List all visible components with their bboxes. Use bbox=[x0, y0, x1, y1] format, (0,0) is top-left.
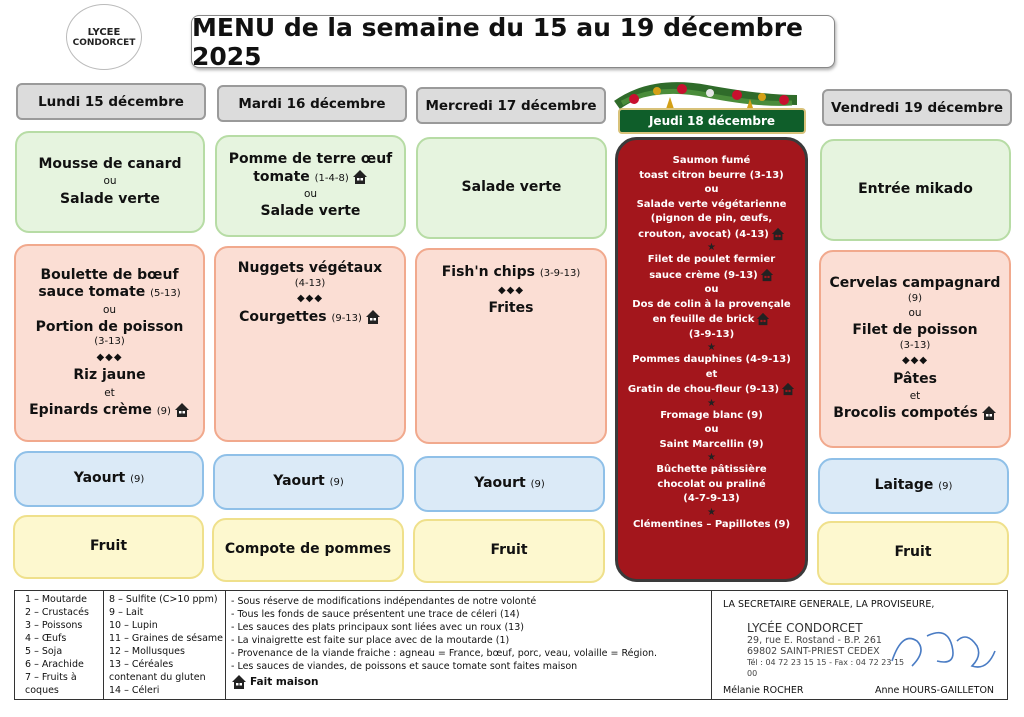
friday-main-b: Filet de poisson bbox=[852, 322, 978, 339]
allergen-item: 5 – Soja bbox=[25, 646, 63, 657]
friday-dairy: Laitage bbox=[874, 477, 934, 494]
friday-side-a: Pâtes bbox=[893, 370, 937, 387]
monday-main-card bbox=[14, 244, 205, 442]
allergen-item: 7 – Fruits à bbox=[25, 672, 77, 683]
monday-dairy: Yaourt bbox=[73, 470, 126, 487]
tuesday-main-card bbox=[214, 246, 406, 442]
wednesday-side: Frites bbox=[488, 300, 534, 316]
thursday-line-8: Dos de colin à la provençale bbox=[632, 298, 791, 310]
thursday-line-11: Pommes dauphines bbox=[632, 354, 743, 365]
tuesday-dairy-card bbox=[213, 454, 404, 510]
allergen-item: coques bbox=[25, 685, 59, 696]
wednesday-dessert-card bbox=[413, 519, 605, 583]
handwritten-signature bbox=[887, 621, 997, 676]
tuesday-starter-a-allergens: (1-4-8) bbox=[314, 172, 349, 184]
friday-starter: Entrée mikado bbox=[858, 181, 973, 198]
thursday-line-18-allergens: (9) bbox=[773, 518, 791, 530]
footer-divider bbox=[225, 591, 226, 699]
thursday-line-5: crouton, avocat) bbox=[638, 228, 732, 240]
footer-divider bbox=[103, 591, 104, 699]
thursday-or-3: ou bbox=[704, 424, 719, 435]
allergen-item: 6 – Arachide bbox=[25, 659, 84, 670]
wednesday-main-allergens: (3-9-13) bbox=[539, 268, 581, 279]
allergen-item: 8 – Sulfite (C>10 ppm) bbox=[109, 594, 218, 605]
allergen-item: 2 – Crustacés bbox=[25, 607, 89, 618]
note-item: - Sous réserve de modifications indépendantes de notre volonté bbox=[231, 596, 537, 607]
allergen-item: 11 – Graines de sésame bbox=[109, 633, 223, 644]
homemade-icon bbox=[174, 402, 190, 418]
star-separator-icon: ★ bbox=[707, 342, 716, 353]
wednesday-dairy: Yaourt bbox=[474, 475, 526, 492]
thursday-or-2: ou bbox=[704, 284, 719, 295]
monday-and-text: et bbox=[104, 386, 115, 399]
day-header-tuesday: Mardi 16 décembre bbox=[217, 85, 407, 122]
friday-dairy-allergens: (9) bbox=[938, 481, 953, 493]
thursday-line-16: chocolat ou praliné bbox=[657, 478, 766, 490]
friday-main-b-allergens: (3-13) bbox=[899, 339, 931, 351]
stamp-school-name: LYCÉE CONDORCET bbox=[747, 621, 863, 635]
monday-side-a: Riz jaune bbox=[73, 367, 146, 384]
thursday-line-4: (pignon de pin, œufs, bbox=[650, 213, 773, 224]
thursday-line-3: Salade verte végétarienne bbox=[636, 198, 787, 210]
note-item: - Les sauces de viandes, de poissons et sauce tomate sont faites maison bbox=[231, 661, 578, 672]
wednesday-starter: Salade verte bbox=[461, 179, 562, 196]
thursday-line-17: (4-7-9-13) bbox=[683, 493, 740, 504]
notes-list bbox=[231, 595, 711, 690]
tuesday-dessert-card bbox=[212, 518, 404, 582]
homemade-icon bbox=[771, 227, 785, 241]
allergen-list-2 bbox=[109, 593, 229, 697]
tuesday-or-text: ou bbox=[303, 188, 318, 201]
homemade-icon bbox=[760, 268, 774, 282]
monday-dairy-allergens: (9) bbox=[130, 474, 145, 486]
thursday-line-7-allergens: (9-13) bbox=[723, 269, 758, 281]
friday-main-a: Cervelas campagnard bbox=[829, 275, 1001, 292]
note-item: - Les sauces des plats principaux sont liées avec un roux (13) bbox=[231, 622, 524, 633]
monday-dairy-card bbox=[14, 451, 204, 507]
allergen-item: 4 – Œufs bbox=[25, 633, 67, 644]
school-logo bbox=[66, 4, 142, 70]
tuesday-starter-card bbox=[215, 135, 406, 237]
monday-or-text-2: ou bbox=[102, 303, 117, 316]
logo-line-1: LYCEE bbox=[87, 26, 121, 38]
signatory-1-name: Mélanie ROCHER bbox=[723, 685, 804, 696]
footer-divider bbox=[711, 591, 712, 699]
friday-starter-card bbox=[820, 139, 1011, 241]
homemade-icon bbox=[756, 312, 770, 326]
thursday-line-9: en feuille de brick bbox=[652, 314, 755, 325]
thursday-line-12-allergens: (9-13) bbox=[744, 384, 780, 395]
wednesday-separator-dots: ◆◆◆ bbox=[497, 284, 525, 296]
stamp-address-1: 29, rue E. Rostand - B.P. 261 bbox=[747, 635, 882, 646]
wednesday-dairy-allergens: (9) bbox=[530, 479, 545, 491]
thursday-and: et bbox=[705, 368, 718, 380]
monday-main-b: Portion de poisson bbox=[35, 318, 184, 335]
star-separator-icon: ★ bbox=[707, 506, 716, 518]
footer-panel bbox=[14, 590, 1008, 700]
thursday-line-2-allergens: (3-13) bbox=[749, 169, 784, 181]
homemade-icon bbox=[352, 169, 368, 185]
allergen-item: contenant du gluten bbox=[109, 672, 206, 683]
thursday-christmas-menu-card bbox=[615, 137, 808, 582]
allergen-item: 9 – Lait bbox=[109, 607, 144, 618]
fait-maison-legend bbox=[231, 674, 711, 690]
thursday-line-15: Bûchette pâtissière bbox=[656, 464, 767, 475]
tuesday-starter-a-line2: tomate bbox=[253, 168, 310, 185]
friday-main-card bbox=[819, 250, 1011, 448]
friday-and-text: et bbox=[909, 390, 921, 403]
tuesday-side: Courgettes bbox=[239, 308, 327, 325]
thursday-line-13-allergens: (9) bbox=[746, 409, 763, 421]
star-separator-icon: ★ bbox=[707, 242, 716, 253]
tuesday-dairy: Yaourt bbox=[273, 473, 325, 490]
tuesday-side-allergens: (9-13) bbox=[331, 312, 362, 324]
star-separator-icon: ★ bbox=[707, 452, 716, 463]
friday-side-b: Brocolis compotés bbox=[833, 405, 978, 422]
monday-main-a-allergens: (5-13) bbox=[150, 288, 181, 300]
thursday-line-6: Filet de poulet fermier bbox=[647, 254, 776, 265]
day-header-friday: Vendredi 19 décembre bbox=[822, 89, 1012, 126]
thursday-line-14-allergens: (9) bbox=[747, 438, 764, 450]
friday-main-a-allergens: (9) bbox=[907, 292, 923, 304]
monday-starter-card bbox=[15, 131, 205, 233]
school-stamp bbox=[747, 621, 907, 679]
thursday-line-18: Clémentines – Papillotes bbox=[632, 518, 771, 530]
signatory-2-name: Anne HOURS-GAILLETON bbox=[875, 685, 995, 696]
note-item: - Tous les fonds de sauce présentent une trace de céleri (14) bbox=[231, 609, 520, 620]
thursday-line-1: Saumon fumé bbox=[672, 155, 751, 166]
page-title: MENU de la semaine du 15 au 19 décembre 2025 bbox=[191, 15, 835, 68]
day-header-thursday: Jeudi 18 décembre bbox=[618, 108, 806, 134]
allergen-list-1 bbox=[25, 593, 105, 697]
star-separator-icon: ★ bbox=[707, 397, 716, 409]
friday-or-text: ou bbox=[908, 307, 922, 320]
monday-main-b-allergens: (3-13) bbox=[94, 336, 125, 348]
monday-or-text: ou bbox=[103, 175, 117, 188]
thursday-line-14: Saint Marcellin bbox=[659, 438, 744, 450]
day-header-monday: Lundi 15 décembre bbox=[16, 83, 206, 120]
friday-dessert: Fruit bbox=[894, 544, 932, 561]
allergen-item: 10 – Lupin bbox=[109, 620, 158, 631]
monday-main-a-line2: sauce tomate bbox=[38, 284, 146, 301]
note-item: - La vinaigrette est faite sur place avec de la moutarde (1) bbox=[231, 635, 510, 646]
monday-dessert: Fruit bbox=[89, 538, 128, 555]
monday-separator-dots: ◆◆◆ bbox=[96, 351, 123, 363]
tuesday-dairy-allergens: (9) bbox=[329, 477, 344, 489]
thursday-line-2: toast citron beurre bbox=[639, 169, 747, 181]
stamp-phone: Tél : 04 72 23 15 15 - Fax : 04 72 23 15 00 bbox=[747, 658, 905, 678]
allergen-item: 14 – Céleri bbox=[109, 685, 160, 696]
wednesday-main-card bbox=[415, 248, 607, 444]
monday-side-b: Epinards crème bbox=[29, 401, 152, 418]
wednesday-dairy-card bbox=[414, 456, 605, 512]
allergen-item: 3 – Poissons bbox=[25, 620, 83, 631]
fait-maison-label: Fait maison bbox=[250, 676, 319, 688]
note-item: - Provenance de la viande fraiche : agneau = France, bœuf, porc, veau, volaille = Région. bbox=[231, 648, 658, 659]
homemade-icon bbox=[981, 405, 997, 421]
tuesday-dessert: Compote de pommes bbox=[224, 541, 392, 558]
tuesday-starter-b: Salade verte bbox=[260, 203, 361, 220]
wednesday-dessert: Fruit bbox=[490, 542, 528, 559]
tuesday-main-a-allergens: (4-13) bbox=[294, 277, 326, 289]
tuesday-separator-dots: ◆◆◆ bbox=[296, 293, 324, 304]
monday-starter-a: Mousse de canard bbox=[38, 155, 182, 172]
thursday-line-10: (3-9-13) bbox=[688, 328, 735, 340]
wednesday-starter-card bbox=[416, 137, 607, 239]
friday-dairy-card bbox=[818, 458, 1009, 514]
friday-separator-dots: ◆◆◆ bbox=[901, 355, 929, 367]
monday-starter-b: Salade verte bbox=[60, 190, 160, 207]
thursday-line-13: Fromage blanc bbox=[660, 409, 744, 421]
thursday-line-7: sauce crème bbox=[649, 269, 721, 281]
thursday-line-12: Gratin de chou-fleur bbox=[627, 384, 742, 395]
thursday-line-5-allergens: (4-13) bbox=[734, 228, 769, 240]
monday-main-a: Boulette de bœuf bbox=[40, 266, 179, 283]
allergen-item: 1 – Moutarde bbox=[25, 594, 88, 605]
thursday-or-1: ou bbox=[704, 184, 719, 195]
tuesday-starter-a: Pomme de terre œuf bbox=[228, 151, 393, 168]
allergen-item: 13 – Céréales bbox=[109, 659, 174, 670]
wednesday-main: Fish'n chips bbox=[441, 264, 535, 280]
homemade-icon bbox=[781, 382, 795, 396]
monday-dessert-card bbox=[13, 515, 204, 579]
thursday-line-11-allergens: (4-9-13) bbox=[745, 354, 791, 365]
allergen-item: 12 – Mollusques bbox=[109, 646, 185, 657]
signature-header: LA SECRETAIRE GENERALE, LA PROVISEURE, bbox=[723, 599, 935, 610]
homemade-icon bbox=[365, 309, 381, 325]
friday-dessert-card bbox=[817, 521, 1009, 585]
logo-line-2: CONDORCET bbox=[72, 37, 136, 48]
monday-side-b-allergens: (9) bbox=[156, 405, 171, 417]
day-header-wednesday: Mercredi 17 décembre bbox=[416, 87, 606, 124]
homemade-icon bbox=[231, 674, 247, 690]
stamp-address-2: 69802 SAINT-PRIEST CEDEX bbox=[747, 646, 880, 657]
tuesday-main-a: Nuggets végétaux bbox=[237, 260, 383, 276]
